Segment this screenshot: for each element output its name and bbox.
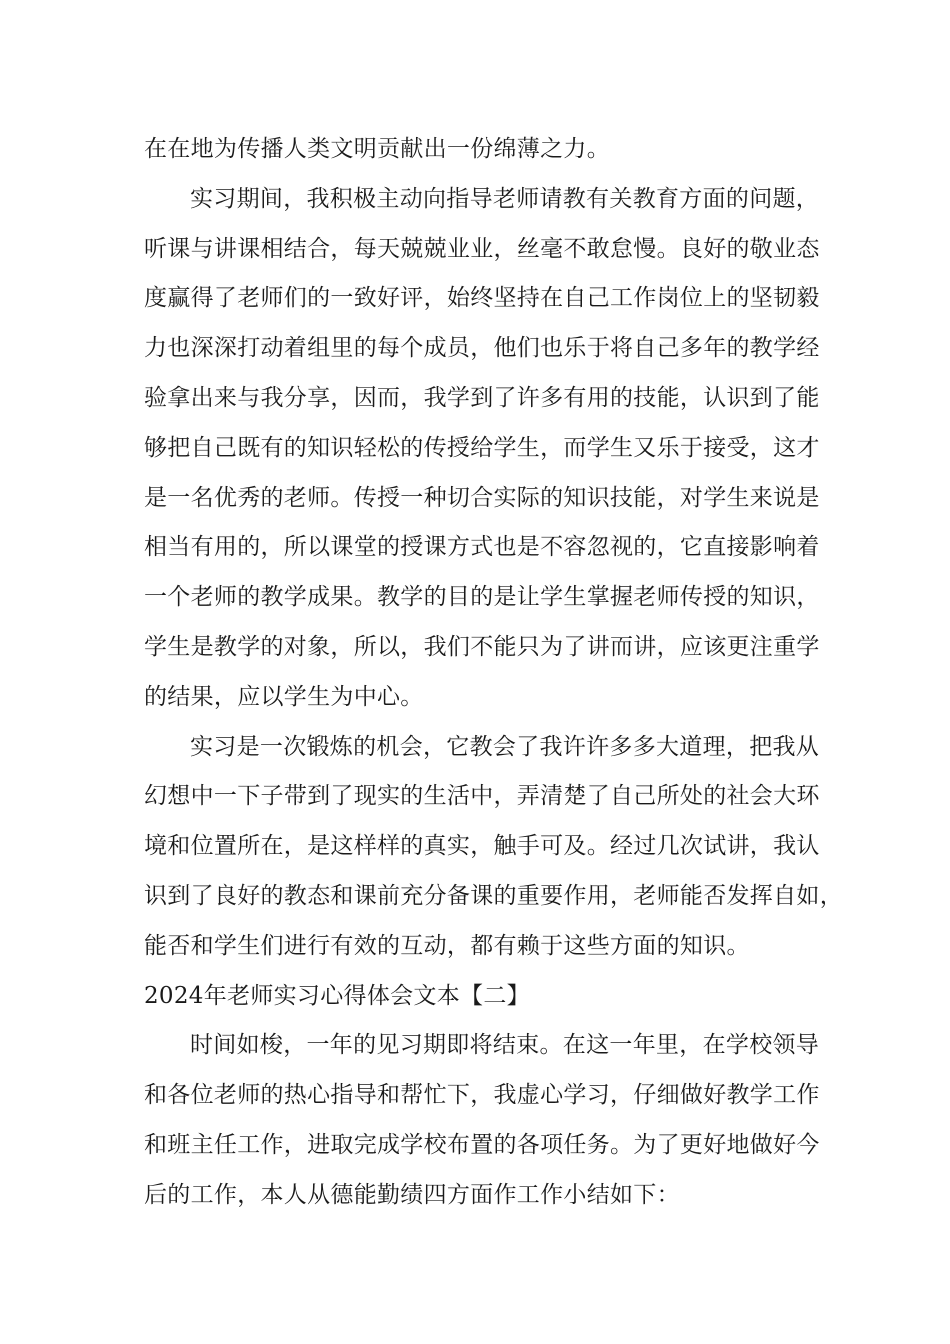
paragraph-2-line-9: 一个老师的教学成果。教学的目的是让学生掌握老师传授的知识， (144, 584, 820, 611)
paragraph-2-line-2: 听课与讲课相结合，每天兢兢业业，丝毫不敢怠慢。良好的敬业态 (144, 235, 820, 262)
section-heading: 2024年老师实习心得体会文本【二】 (144, 982, 530, 1009)
paragraph-2-line-11: 的结果，应以学生为中心。 (144, 683, 424, 710)
paragraph-4-line-2: 和各位老师的热心指导和帮忙下，我虚心学习，仔细做好教学工作 (144, 1082, 820, 1109)
paragraph-2-line-8: 相当有用的，所以课堂的授课方式也是不容忽视的，它直接影响着 (144, 534, 820, 561)
paragraph-2-line-7: 是一名优秀的老师。传授一种切合实际的知识技能，对学生来说是 (144, 484, 820, 511)
paragraph-2-line-1: 实习期间，我积极主动向指导老师请教有关教育方面的问题， (190, 185, 820, 212)
paragraph-3-line-3: 境和位置所在，是这样样的真实，触手可及。经过几次试讲，我认 (144, 833, 820, 860)
paragraph-2-line-3: 度赢得了老师们的一致好评，始终坚持在自己工作岗位上的坚韧毅 (144, 285, 820, 312)
paragraph-3-line-1: 实习是一次锻炼的机会，它教会了我许许多多大道理，把我从 (190, 733, 820, 760)
paragraph-4-line-4: 后的工作，本人从德能勤绩四方面作工作小结如下： (144, 1181, 680, 1208)
paragraph-3-line-4: 识到了良好的教态和课前充分备课的重要作用，老师能否发挥自如， (144, 882, 843, 909)
paragraph-2-line-6: 够把自己既有的知识轻松的传授给学生，而学生又乐于接受，这才 (144, 434, 820, 461)
paragraph-3-line-5: 能否和学生们进行有效的互动，都有赖于这些方面的知识。 (144, 932, 750, 959)
paragraph-4-line-1: 时间如梭，一年的见习期即将结束。在这一年里，在学校领导 (190, 1032, 820, 1059)
paragraph-2-line-10: 学生是教学的对象，所以，我们不能只为了讲而讲，应该更注重学 (144, 633, 820, 660)
document-body (144, 125, 843, 1221)
paragraph-3-line-2: 幻想中一下子带到了现实的生活中，弄清楚了自己所处的社会大环 (144, 783, 820, 810)
paragraph-1-line-1: 在在地为传播人类文明贡献出一份绵薄之力。 (144, 136, 610, 162)
paragraph-2-line-4: 力也深深打动着组里的每个成员，他们也乐于将自己多年的教学经 (144, 335, 820, 362)
paragraph-2-line-5: 验拿出来与我分享，因而，我学到了许多有用的技能，认识到了能 (144, 384, 820, 411)
paragraph-4-line-3: 和班主任工作，进取完成学校布置的各项任务。为了更好地做好今 (144, 1131, 820, 1158)
